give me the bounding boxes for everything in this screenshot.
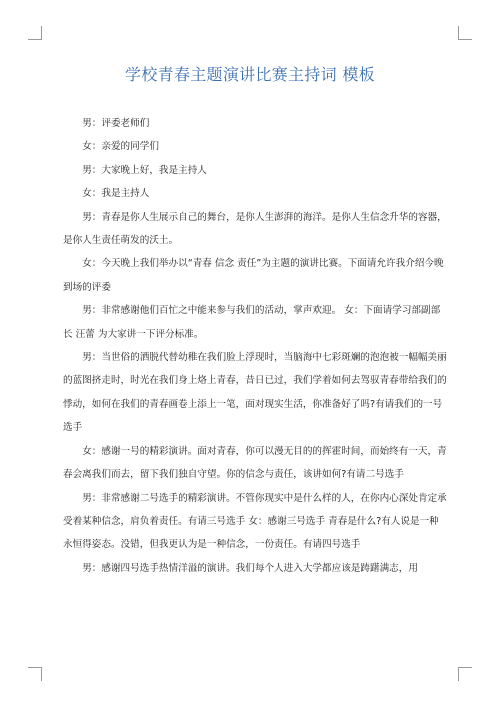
crop-mark-bottom-right-horizontal bbox=[458, 667, 472, 668]
crop-mark-bottom-left-vertical bbox=[41, 667, 42, 681]
paragraph: 男：当世俗的洒脱代替幼稚在我们脸上浮现时，当脑海中七彩斑斓的泡泡被一幅幅美丽的蓝图挤走时，时光在我们身上烙上青春，昔日已过，我们学着如何去驾驭青春带给我们的悸动，如何在我们的青春画卷上添上一笔，面对现实生活，你准备好了吗?有请我们的一号选手 bbox=[63, 352, 447, 434]
paragraph: 男：青春是你人生展示自己的舞台，是你人生澎湃的海洋。是你人生信念升华的容器，是你人生责任萌发的沃土。 bbox=[63, 211, 447, 247]
crop-mark-top-left-vertical bbox=[41, 26, 42, 40]
paragraph: 男：评委老师们 bbox=[82, 118, 150, 129]
crop-mark-bottom-left-horizontal bbox=[28, 667, 42, 668]
crop-mark-top-right-horizontal bbox=[458, 39, 472, 40]
paragraph: 女：感谢一号的精彩演讲。面对青春，你可以漫无目的的挥霍时间，而始终有一天，青春会离我们而去，留下我们独自守望。你的信念与责任，该讲如何?有请二号选手 bbox=[63, 445, 447, 481]
paragraph: 男：非常感谢他们百忙之中能来参与我们的活动，掌声欢迎。 女：下面请学习部副部长 汪蕾 为大家讲一下评分标准。 bbox=[63, 305, 441, 340]
paragraph: 女：今天晚上我们举办以“青春 信念 责任”为主题的演讲比赛。下面请允许我介绍今晚到场的评委 bbox=[63, 258, 444, 293]
crop-mark-bottom-right-vertical bbox=[458, 667, 459, 681]
document-title: 学校青春主题演讲比赛主持词 模板 bbox=[125, 65, 375, 84]
document-body bbox=[63, 112, 448, 580]
paragraph: 男：大家晚上好，我是主持人 bbox=[82, 164, 207, 176]
crop-mark-top-right-vertical bbox=[458, 26, 459, 40]
paragraph: 女：我是主持人 bbox=[82, 188, 150, 200]
paragraph: 男：非常感谢二号选手的精彩演讲。不管你现实中是什么样的人，在你内心深处肯定承受着某种信念，肩负着责任。有请三号选手 女：感谢三号选手 青春是什么?有人说是一种永恒得姿态。没错，但我更认为是一种信念，一份责任。有请四号选手 bbox=[63, 492, 447, 551]
paragraph: 女：亲爱的同学们 bbox=[82, 141, 159, 153]
crop-mark-top-left-horizontal bbox=[28, 39, 42, 40]
paragraph: 男：感谢四号选手热情洋溢的演讲。我们每个人进入大学都应该是踌躇满志，用 bbox=[82, 562, 418, 574]
